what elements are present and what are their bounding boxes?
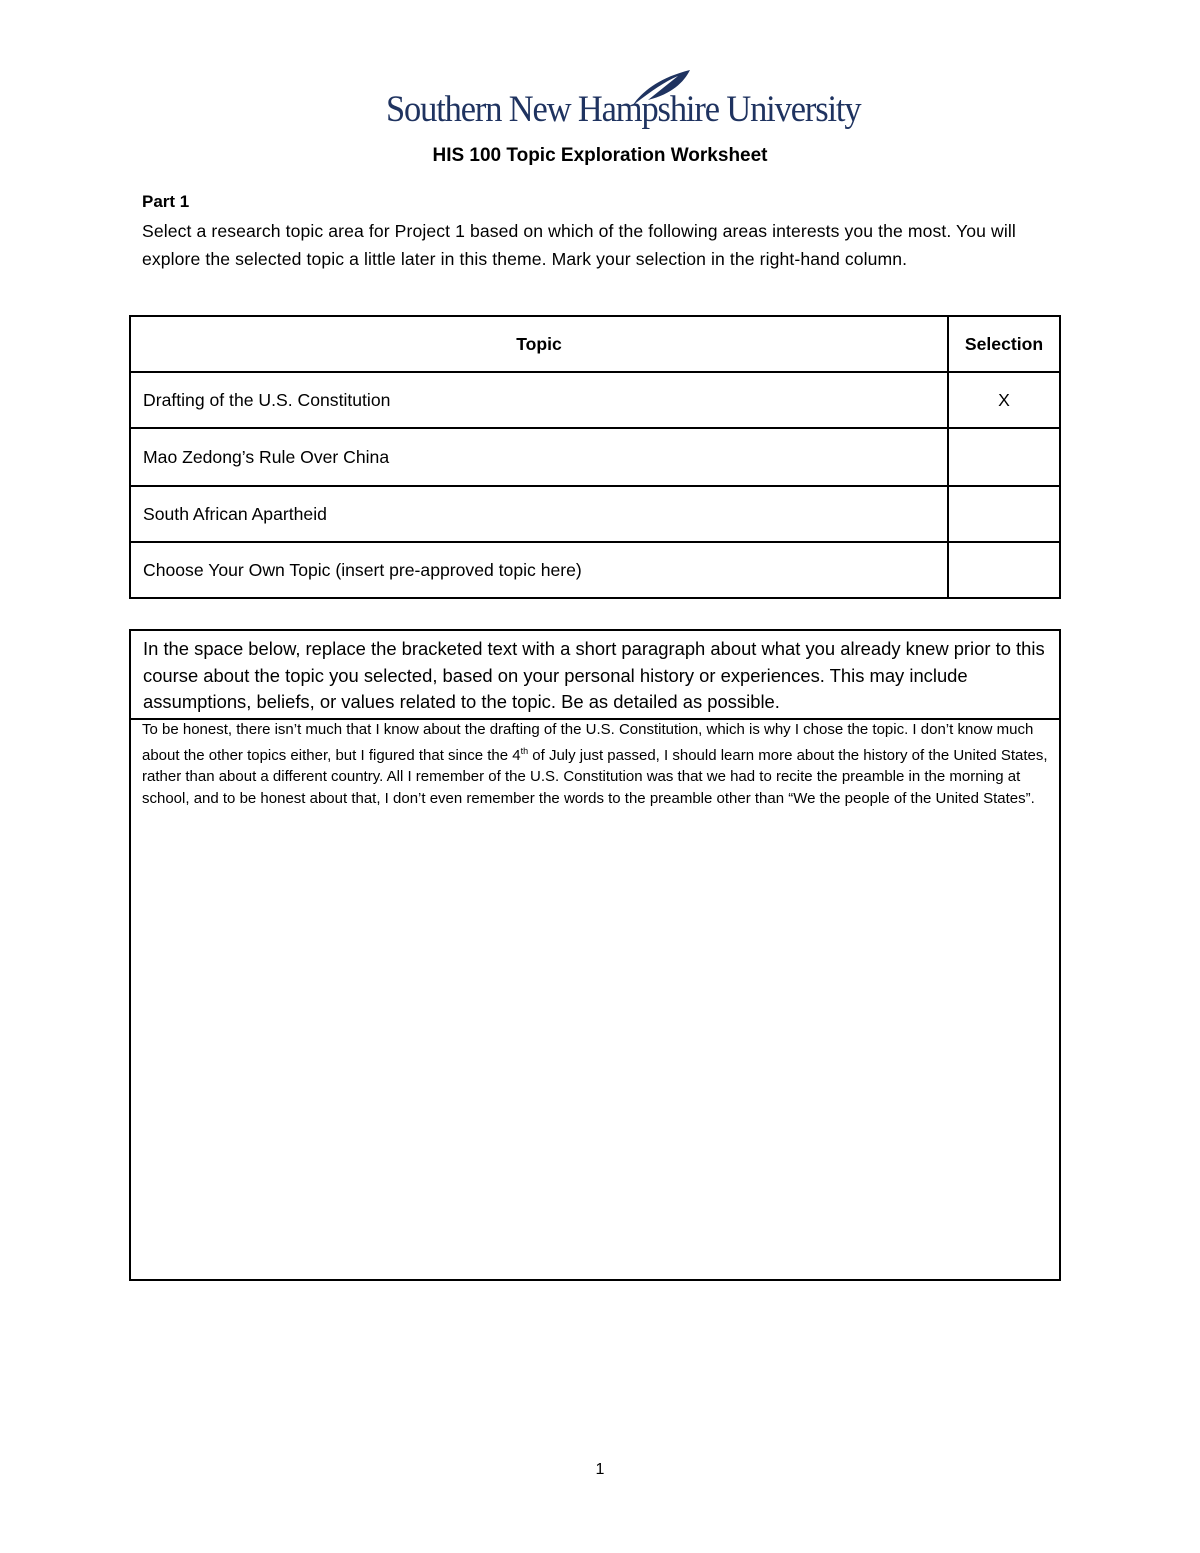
topic-cell: Mao Zedong’s Rule Over China [130, 428, 948, 486]
table-row [130, 428, 1060, 486]
reflection-answer[interactable] [142, 719, 1052, 810]
table-header-row [130, 316, 1060, 372]
table-row [130, 542, 1060, 598]
intro-paragraph: Select a research topic area for Project 1 based on which of the following areas interests you the most. You will explore the selected topic a little later in this theme. Mark your selection in the right-hand column. [142, 221, 1016, 269]
selection-cell[interactable]: X [948, 372, 1060, 428]
table-row [130, 372, 1060, 428]
selection-cell[interactable] [948, 542, 1060, 598]
topic-cell: Drafting of the U.S. Constitution [130, 372, 948, 428]
university-logo [386, 68, 861, 138]
reflection-prompt: In the space below, replace the bracketed text with a short paragraph about what you already knew prior to this course about the topic you selected, based on your personal history or experiences. This may include assumptions, beliefs, or values related to the topic. Be as detailed as possible. [131, 631, 1059, 720]
topic-column-header: Topic [130, 316, 948, 372]
selection-cell[interactable] [948, 428, 1060, 486]
answer-text-part2: of July just passed, I should learn more about the history of the United States, rather than about a different country. All I remember of the U.S. Constitution was that we had to recite the preamble in the morning at school, and to be honest about that, I don’t even remember the words to the preamble other than “We the people of the United States”. [142, 746, 1048, 808]
topic-cell: South African Apartheid [130, 486, 948, 542]
ordinal-suffix: th [520, 745, 529, 756]
answer-text-part1: To be honest, there isn’t much that I know about the drafting of the U.S. Constitution, which is why I chose the topic. I don’t know much about the other topics either, but I figured that since the 4 [142, 721, 1034, 764]
selection-cell[interactable] [948, 486, 1060, 542]
selection-column-header: Selection [948, 316, 1060, 372]
reflection-box [129, 629, 1061, 1281]
table-row [130, 486, 1060, 542]
part-heading: Part 1 [142, 192, 190, 211]
page-number: 1 [595, 1461, 605, 1478]
topic-cell: Choose Your Own Topic (insert pre-approved topic here) [130, 542, 948, 598]
topic-selection-table [129, 315, 1061, 599]
logo-wordmark: Southern New Hampshire University [386, 89, 861, 130]
page-title: HIS 100 Topic Exploration Worksheet [432, 145, 768, 166]
